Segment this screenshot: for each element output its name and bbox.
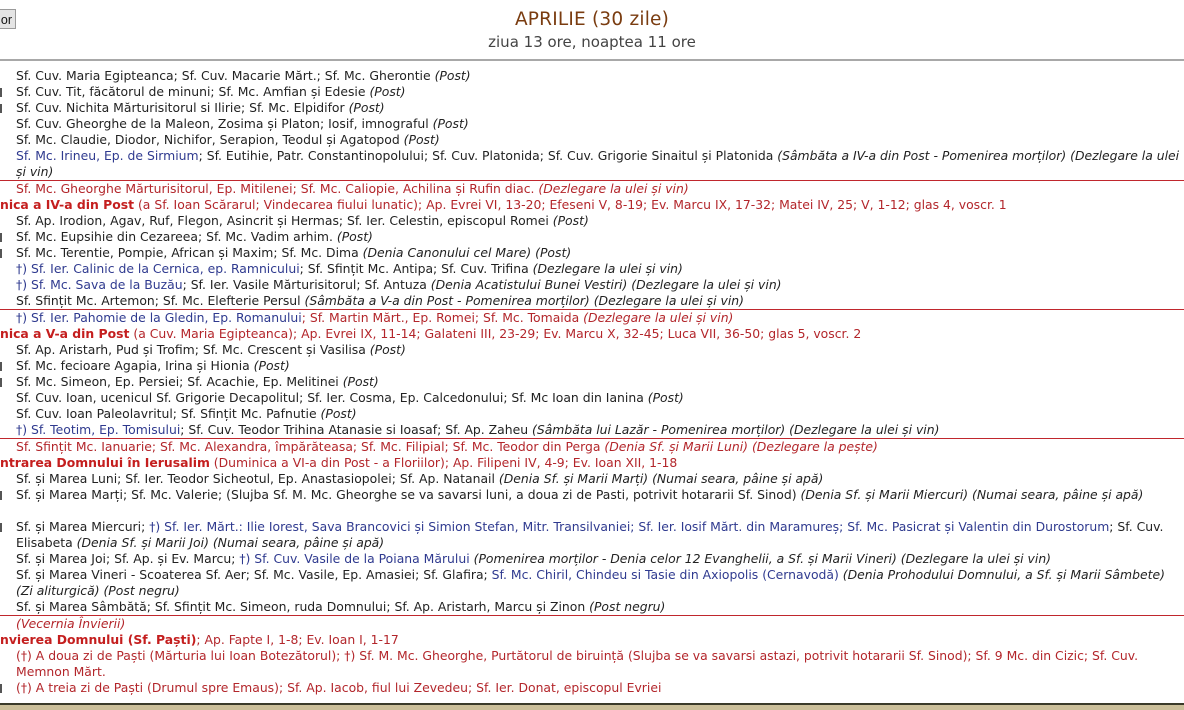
text-segment: ntrarea Domnului în Ierusalim	[0, 455, 210, 470]
text-segment: nvierea Domnului (Sf. Paști)	[0, 632, 197, 647]
calendar-row	[0, 116, 1184, 132]
saints-text	[16, 293, 744, 308]
fasting-note: (Post)	[369, 342, 406, 357]
text-segment: ; Sf. Cuv. Elisabeta	[16, 519, 1164, 550]
calendar-row	[0, 245, 1184, 261]
calendar-row-sunday	[0, 197, 1184, 213]
saints-text	[16, 342, 406, 357]
fasting-note: (Denia Sf. și Marii Joi) (Numai seara, pâine și apă)	[76, 535, 385, 550]
fasting-note: (Denia Canonului cel Mare) (Post)	[362, 245, 572, 260]
calendar-row	[0, 519, 1184, 551]
saints-text	[0, 326, 861, 341]
saints-text	[16, 616, 125, 631]
text-segment: Sf. Mc. Terentie, Pompie, African și Maxim; Sf. Mc. Dima	[16, 245, 363, 260]
calendar-row	[0, 181, 1184, 197]
fasting-note: (Dezlegare la ulei și vin)	[532, 261, 683, 276]
saints-text	[16, 390, 684, 405]
fasting-note: (Post)	[253, 358, 290, 373]
calendar-row	[0, 132, 1184, 148]
calendar-row	[0, 567, 1184, 599]
fasting-note: (Denia Sf. și Marii Miercuri) (Numai seara, pâine și apă)	[800, 487, 1144, 502]
text-segment: Sf. Mc. fecioare Agapia, Irina și Hionia	[16, 358, 254, 373]
saints-text	[16, 422, 939, 437]
fasting-note: (Denia Sf. și Marii Marți) (Numai seara, pâine și apă)	[498, 471, 824, 486]
text-segment: Sf. Sfințit Mc. Ianuarie; Sf. Mc. Alexandra, împărăteasa; Sf. Mc. Filipial; Sf. Mc. Teodor din Perga	[16, 439, 605, 454]
fasting-note: (Post)	[369, 84, 406, 99]
text-segment: Sf. și Marea Vineri - Scoaterea Sf. Aer; Sf. Mc. Vasile, Ep. Amasiei; Sf. Glafira;	[16, 567, 492, 582]
saints-text	[16, 599, 665, 614]
saint-link[interactable]: †) Sf. Cuv. Vasile de la Poiana Mărului	[239, 551, 470, 566]
calendar-row	[0, 374, 1184, 390]
daylight-subtitle: ziua 13 ore, noaptea 11 ore	[488, 33, 696, 51]
text-segment: Sf. Mc. Claudie, Diodor, Nichifor, Serapion, Teodul și Agatopod	[16, 132, 404, 147]
saint-link[interactable]: Sf. Mc. Chiril, Chindeu si Tasie din Axiopolis (Cernavodă)	[491, 567, 839, 582]
saints-text	[16, 406, 357, 421]
calendar-row-sunday	[0, 455, 1184, 471]
day-column-edge	[0, 684, 2, 693]
text-segment: Sf. Sfințit Mc. Artemon; Sf. Mc. Elefterie Persul	[16, 293, 305, 308]
fasting-note: (Post)	[434, 68, 471, 83]
saints-text	[16, 471, 823, 486]
text-segment: Sf. Cuv. Tit, făcătorul de minuni; Sf. Mc. Amfian și Edesie	[16, 84, 370, 99]
saints-text	[16, 84, 405, 99]
month-title: APRILIE (30 zile)	[514, 9, 670, 30]
text-segment: ; Sf. Sfințit Mc. Antipa; Sf. Cuv. Trifina	[299, 261, 533, 276]
text-segment: Sf. Mc. Eupsihie din Cezareea; Sf. Mc. Vadim arhim.	[16, 229, 337, 244]
saints-text	[16, 374, 379, 389]
fasting-note: (Sâmbăta a IV-a din Post - Pomenirea morților)	[777, 148, 1067, 163]
fasting-note: (Denia Sf. și Marii Luni) (Dezlegare la pește)	[604, 439, 878, 454]
fasting-note: (Pomenirea morților - Denia celor 12 Evanghelii, a Sf. și Marii Vineri) (Dezlegare la ulei și vin)	[473, 551, 1052, 566]
text-segment: Sf. Ap. Aristarh, Pud și Trofim; Sf. Mc. Crescent și Vasilisa	[16, 342, 370, 357]
calendar-row	[0, 261, 1184, 277]
day-column-edge	[0, 104, 2, 113]
saints-text	[16, 310, 733, 325]
text-segment: ; Sf. Ier. Vasile Mărturisitorul; Sf. Antuza	[182, 277, 431, 292]
saints-text	[16, 229, 373, 244]
calendar-row	[0, 310, 1184, 326]
saints-text	[16, 213, 589, 228]
saints-text	[16, 551, 1051, 566]
text-segment: Sf. și Marea Joi; Sf. Ap. și Ev. Marcu;	[16, 551, 240, 566]
calendar-row	[0, 551, 1184, 567]
saints-text	[16, 68, 471, 83]
header-divider	[0, 59, 1184, 61]
saints-text	[16, 245, 571, 260]
footer-band	[0, 705, 1184, 710]
text-segment: Sf. Cuv. Ioan, ucenicul Sf. Grigorie Decapolitul; Sf. Ier. Cosma, Ep. Calcedonului; Sf. Mc Ioan din Ianina	[16, 390, 648, 405]
calendar-row-sunday	[0, 632, 1184, 648]
saint-link[interactable]: †) Sf. Ier. Pahomie de la Gledin, Ep. Romanului	[16, 310, 302, 325]
fasting-note: (Post)	[403, 132, 440, 147]
text-segment: (a Cuv. Maria Egipteanca); Ap. Evrei IX, 11-14; Galateni III, 23-29; Ev. Marcu X, 32-45; Luca VII, 36-50; glas 5, voscr. 2	[129, 326, 862, 341]
fasting-note: (Post)	[342, 374, 379, 389]
text-segment: Sf. Cuv. Ioan Paleolavritul; Sf. Sfințit Mc. Pafnutie	[16, 406, 321, 421]
fasting-note: (Post)	[336, 229, 373, 244]
calendar-row	[0, 390, 1184, 406]
text-segment: Sf. Cuv. Maria Egipteanca; Sf. Cuv. Macarie Mărt.; Sf. Mc. Gherontie	[16, 68, 435, 83]
saints-text	[16, 648, 1184, 680]
toolbar-button[interactable]: or	[0, 9, 16, 29]
text-segment: nica a V-a din Post	[0, 326, 130, 341]
fasting-note: (Vecernia Învierii)	[16, 616, 126, 631]
saints-text	[16, 487, 1184, 503]
saint-link[interactable]: Sf. Mc. Irineu, Ep. de Sirmium	[16, 148, 199, 163]
calendar-row	[0, 100, 1184, 116]
text-segment: nica a IV-a din Post	[0, 197, 135, 212]
saint-link[interactable]: †) Sf. Ier. Calinic de la Cernica, ep. Ramnicului	[16, 261, 300, 276]
fasting-note: (Sâmbăta lui Lazăr - Pomenirea morților) (Dezlegare la ulei și vin)	[532, 422, 940, 437]
calendar-row	[0, 680, 1184, 696]
calendar-row	[0, 68, 1184, 84]
text-segment: (Duminica a VI-a din Post - a Floriilor); Ap. Filipeni IV, 4-9; Ev. Ioan XII, 1-18	[209, 455, 678, 470]
fasting-note: (Dezlegare la ulei și vin)	[16, 148, 1180, 179]
text-segment: (†) A treia zi de Paști (Drumul spre Emaus); Sf. Ap. Iacob, fiul lui Zevedeu; Sf. Ier. Donat, episcopul Evriei	[16, 680, 662, 695]
calendar-row	[0, 229, 1184, 245]
fasting-note: (Denia Prohodului Domnului, a Sf. și Marii Sâmbete) (Zi aliturgică) (Post negru)	[16, 567, 1165, 598]
day-column-edge	[0, 378, 2, 387]
text-segment: Sf. Cuv. Gheorghe de la Maleon, Zosima și Platon; Iosif, imnograful	[16, 116, 433, 131]
saints-text	[16, 148, 1184, 180]
fasting-note: (Dezlegare la ulei și vin)	[583, 310, 734, 325]
day-column-edge	[0, 523, 2, 532]
saints-text	[16, 116, 469, 131]
text-segment: Sf. Mc. Gheorghe Mărturisitorul, Ep. Mitilenei; Sf. Mc. Caliopie, Achilina și Rufin diac.	[16, 181, 539, 196]
fasting-note: (Post)	[432, 116, 469, 131]
text-segment: ; Ap. Fapte I, 1-8; Ev. Ioan I, 1-17	[196, 632, 399, 647]
text-segment: Sf. și Marea Marți; Sf. Mc. Valerie; (Slujba Sf. M. Mc. Gheorghe se va savarsi luni, a doua zi de Pasti, potrivit hotararii Sf. Sinod)	[16, 487, 801, 502]
calendar-row	[0, 277, 1184, 293]
text-segment: Sf. și Marea Miercuri;	[16, 519, 150, 534]
text-segment: Sf. Cuv. Nichita Mărturisitorul si Ilirie; Sf. Mc. Elpidifor	[16, 100, 349, 115]
saint-link[interactable]: †) Sf. Mc. Sava de la Buzău	[16, 277, 183, 292]
saint-link[interactable]: †) Sf. Ier. Mărt.: Ilie Iorest, Sava Brancovici și Simion Stefan, Mitr. Transilvaniei; Sf. Ier. Iosif Mărt. din Maramureș; Sf. Mc. Pasicrat și Valentin din Durostorum	[149, 519, 1110, 534]
saints-text	[16, 519, 1184, 551]
fasting-note: (Denia Acatistului Bunei Vestiri) (Dezlegare la ulei și vin)	[430, 277, 782, 292]
text-segment: Sf. și Marea Sâmbătă; Sf. Sfințit Mc. Simeon, ruda Domnului; Sf. Ap. Aristarh, Marcu și Zinon	[16, 599, 590, 614]
text-segment: Sf. Ap. Irodion, Agav, Ruf, Flegon, Asincrit și Hermas; Sf. Ier. Celestin, episcopul Romei	[16, 213, 553, 228]
text-segment: (†) A doua zi de Paști (Mărturia lui Ioan Botezătorul); †) Sf. M. Mc. Gheorghe, Purtătorul de biruință (Slujba se va savarsi astazi, potrivit hotararii Sf. Sinod); Sf. 9 Mc. din Cizic; Sf. Cuv. Memnon Mărt.	[16, 648, 1139, 679]
saints-text	[16, 100, 385, 115]
saints-text	[16, 358, 290, 373]
calendar-row	[0, 599, 1184, 615]
calendar-row	[0, 84, 1184, 100]
calendar-row	[0, 616, 1184, 632]
saints-text	[16, 181, 689, 196]
saints-text	[16, 439, 878, 454]
fasting-note: (Sâmbăta a V-a din Post - Pomenirea morților) (Dezlegare la ulei și vin)	[304, 293, 744, 308]
calendar-row	[0, 406, 1184, 422]
calendar-row	[0, 487, 1184, 519]
calendar-row	[0, 422, 1184, 438]
saints-text	[0, 632, 399, 647]
fasting-note: (Post negru)	[589, 599, 666, 614]
saints-text	[16, 277, 782, 292]
text-segment: ; Sf. Eutihie, Patr. Constantinopolului; Sf. Cuv. Platonida; Sf. Cuv. Grigorie Sinaitul și Platonida	[198, 148, 778, 163]
calendar-row-sunday	[0, 326, 1184, 342]
calendar-row	[0, 648, 1184, 680]
calendar-row	[0, 358, 1184, 374]
fasting-note: (Dezlegare la ulei și vin)	[538, 181, 689, 196]
saints-text	[0, 455, 677, 470]
day-column-edge	[0, 491, 2, 500]
calendar-row	[0, 293, 1184, 309]
saints-text	[16, 567, 1184, 599]
fasting-note: (Post)	[348, 100, 385, 115]
calendar-list	[0, 68, 1184, 696]
day-column-edge	[0, 88, 2, 97]
day-column-edge	[0, 233, 2, 242]
text-segment: Sf. și Marea Luni; Sf. Ier. Teodor Sicheotul, Ep. Anastasiopolei; Sf. Ap. Natanail	[16, 471, 499, 486]
saint-link[interactable]: †) Sf. Teotim, Ep. Tomisului	[16, 422, 181, 437]
text-segment: Sf. Mc. Simeon, Ep. Persiei; Sf. Acachie, Ep. Melitinei	[16, 374, 343, 389]
saints-text	[16, 261, 683, 276]
text-segment: (a Sf. Ioan Scărarul; Vindecarea fiului lunatic); Ap. Evrei VI, 13-20; Efeseni V, 8-19; Ev. Marcu IX, 17-32; Matei IV, 25; V, 1-12; glas 4, voscr. 1	[134, 197, 1007, 212]
calendar-row	[0, 471, 1184, 487]
day-column-edge	[0, 362, 2, 371]
saints-text	[0, 197, 1007, 212]
fasting-note: (Post)	[552, 213, 589, 228]
fasting-note: (Post)	[647, 390, 684, 405]
calendar-row	[0, 148, 1184, 180]
calendar-row	[0, 439, 1184, 455]
saints-text	[16, 680, 661, 695]
text-segment: ; Sf. Cuv. Teodor Trihina Atanasie si Ioasaf; Sf. Ap. Zaheu	[180, 422, 533, 437]
calendar-row	[0, 342, 1184, 358]
fasting-note: (Post)	[320, 406, 357, 421]
text-segment: ; Sf. Martin Mărt., Ep. Romei; Sf. Mc. Tomaida	[301, 310, 584, 325]
saints-text	[16, 132, 440, 147]
calendar-row	[0, 213, 1184, 229]
day-column-edge	[0, 249, 2, 258]
